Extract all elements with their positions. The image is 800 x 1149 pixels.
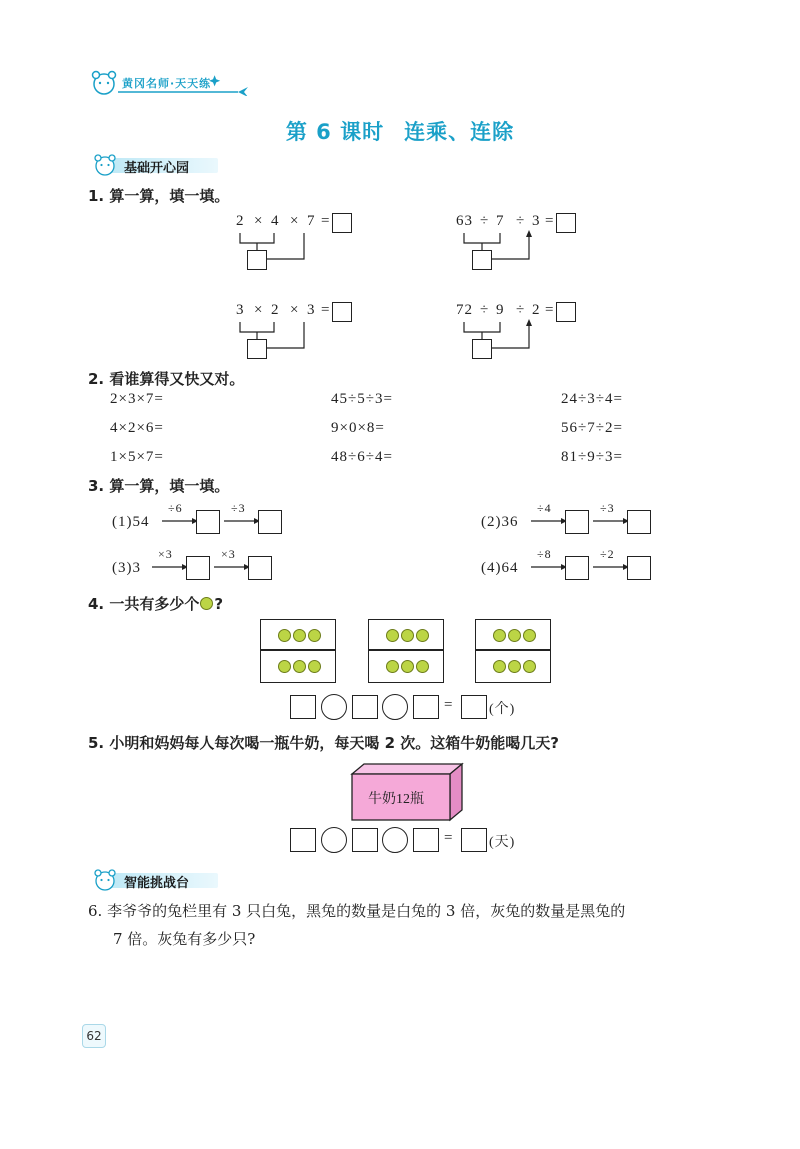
q2-item: 56÷7÷2= [561, 420, 623, 436]
start-value: (3)3 [112, 560, 141, 576]
equals-sign: = [444, 697, 454, 713]
dot-icon [508, 629, 521, 642]
group-divider [476, 649, 550, 651]
bear-mascot-icon [90, 153, 120, 177]
q4-label-end: ? [214, 595, 224, 613]
operation: ÷3 [600, 501, 615, 515]
dot-group [260, 619, 336, 683]
dot-group [368, 619, 444, 683]
q2-item: 4×2×6= [110, 420, 164, 436]
operand: 3 [307, 302, 316, 318]
dot-icon [308, 660, 321, 673]
intermediate-box[interactable] [472, 339, 492, 359]
operator-circle[interactable] [382, 694, 408, 720]
arrow-icon [531, 562, 567, 572]
q6-line-1: 6. 李爷爷的兔栏里有 3 只白兔，黑兔的数量是白兔的 3 倍，灰兔的数量是黑兔的 [88, 902, 626, 920]
q3-item-2 [481, 503, 661, 535]
operand: 3 [532, 213, 541, 229]
q3-item-3 [112, 549, 292, 581]
dot-icon [523, 660, 536, 673]
arrow-icon [162, 516, 198, 526]
q5-label: 5. 小明和妈妈每人每次喝一瓶牛奶，每天喝 2 次。这箱牛奶能喝几天? [88, 734, 559, 752]
dot-icon [416, 629, 429, 642]
lesson-topic: 连乘、连除 [404, 120, 515, 144]
lesson-title [0, 116, 800, 146]
q2-item: 9×0×8= [331, 420, 385, 436]
arrow-icon [531, 516, 567, 526]
equals-sign: = [321, 213, 331, 229]
operation: ÷3 [231, 501, 246, 515]
equals-sign: = [444, 830, 454, 846]
unit: (天) [489, 835, 516, 850]
operator: ÷ [516, 213, 526, 229]
intermediate-box[interactable] [247, 339, 267, 359]
start-value: (4)64 [481, 560, 519, 576]
q2-item: 81÷9÷3= [561, 449, 623, 465]
dot-icon [278, 629, 291, 642]
dot-icon [200, 597, 213, 610]
q1-problem-4 [456, 302, 586, 362]
equals-sign: = [545, 213, 555, 229]
q1-label: 1. 算一算，填一填。 [88, 187, 230, 205]
answer-box[interactable] [258, 510, 282, 534]
q4-label [88, 593, 223, 614]
arrow-icon [224, 516, 260, 526]
equals-sign: = [545, 302, 555, 318]
section-tag-challenge [90, 868, 220, 890]
q5-equation [290, 826, 530, 856]
dot-icon [523, 629, 536, 642]
q1-problem-2 [456, 213, 586, 273]
intermediate-box[interactable] [472, 250, 492, 270]
q3-label: 3. 算一算，填一填。 [88, 477, 230, 495]
q4-label-text: 4. 一共有多少个 [88, 595, 200, 613]
answer-box[interactable] [186, 556, 210, 580]
equation-box[interactable] [290, 695, 316, 719]
equation-box[interactable] [290, 828, 316, 852]
operator-circle[interactable] [321, 694, 347, 720]
operation: ×3 [158, 547, 173, 561]
operand: 2 [271, 302, 280, 318]
q2-item: 24÷3÷4= [561, 391, 623, 407]
operation: ÷2 [600, 547, 615, 561]
q3-item-4 [481, 549, 661, 581]
operator-circle[interactable] [321, 827, 347, 853]
operand: 2 [236, 213, 245, 229]
section-tag-text: 智能挑战台 [124, 876, 190, 891]
q1-problem-3 [236, 302, 356, 362]
group-divider [261, 649, 335, 651]
dot-icon [493, 629, 506, 642]
q2-item: 45÷5÷3= [331, 391, 393, 407]
arrow-icon [214, 562, 250, 572]
operation: ÷6 [168, 501, 183, 515]
arrow-icon [152, 562, 188, 572]
result-box[interactable] [461, 828, 487, 852]
operation: ×3 [221, 547, 236, 561]
unit: (个) [489, 702, 516, 717]
q2-item: 2×3×7= [110, 391, 164, 407]
answer-box[interactable] [627, 556, 651, 580]
bear-mascot-icon [90, 868, 120, 892]
dot-icon [386, 660, 399, 673]
operator: × [254, 302, 264, 318]
answer-box[interactable] [196, 510, 220, 534]
q2-item: 1×5×7= [110, 449, 164, 465]
dot-icon [401, 660, 414, 673]
header-brand [88, 70, 258, 96]
dot-icon [508, 660, 521, 673]
equation-box[interactable] [413, 695, 439, 719]
arrow-icon [593, 516, 629, 526]
answer-box[interactable] [627, 510, 651, 534]
lesson-number: 第 6 课时 [285, 120, 385, 144]
start-value: (2)36 [481, 514, 519, 530]
arrow-icon [593, 562, 629, 572]
milk-box [350, 762, 470, 824]
dot-group [475, 619, 551, 683]
operand: 7 [496, 213, 505, 229]
operand: 4 [271, 213, 280, 229]
operator: × [290, 213, 300, 229]
brand-text: 黄冈名师·天天练 [122, 77, 212, 90]
operator: × [254, 213, 264, 229]
operand: 7 [307, 213, 316, 229]
operator-circle[interactable] [382, 827, 408, 853]
brand-underline-icon [88, 70, 258, 96]
section-tag-basic [90, 153, 220, 175]
operand: 3 [236, 302, 245, 318]
operator: ÷ [480, 302, 490, 318]
dot-icon [293, 629, 306, 642]
q1-problem-1 [236, 213, 356, 273]
operator: ÷ [516, 302, 526, 318]
dot-icon [416, 660, 429, 673]
dot-icon [293, 660, 306, 673]
dot-icon [493, 660, 506, 673]
q6-line-2: 7 倍。灰兔有多少只? [113, 930, 256, 948]
operand: 9 [496, 302, 505, 318]
operand: 63 [456, 213, 473, 229]
answer-box[interactable] [565, 556, 589, 580]
operation: ÷4 [537, 501, 552, 515]
operator: × [290, 302, 300, 318]
q2-label: 2. 看谁算得又快又对。 [88, 370, 245, 388]
page-number: 62 [82, 1024, 106, 1048]
group-divider [369, 649, 443, 651]
start-value: (1)54 [112, 514, 150, 530]
dot-icon [401, 629, 414, 642]
equation-box[interactable] [352, 828, 378, 852]
q2-item: 48÷6÷4= [331, 449, 393, 465]
equation-box[interactable] [413, 828, 439, 852]
operation: ÷8 [537, 547, 552, 561]
dot-icon [278, 660, 291, 673]
equation-box[interactable] [352, 695, 378, 719]
dot-icon [308, 629, 321, 642]
intermediate-box[interactable] [247, 250, 267, 270]
operand: 72 [456, 302, 473, 318]
answer-box[interactable] [565, 510, 589, 534]
q3-item-1 [112, 503, 292, 535]
answer-box[interactable] [248, 556, 272, 580]
dot-icon [386, 629, 399, 642]
section-tag-text: 基础开心园 [124, 161, 190, 176]
operand: 2 [532, 302, 541, 318]
q4-equation [290, 693, 530, 723]
milk-box-label: 牛奶12瓶 [368, 792, 424, 807]
result-box[interactable] [461, 695, 487, 719]
operator: ÷ [480, 213, 490, 229]
equals-sign: = [321, 302, 331, 318]
